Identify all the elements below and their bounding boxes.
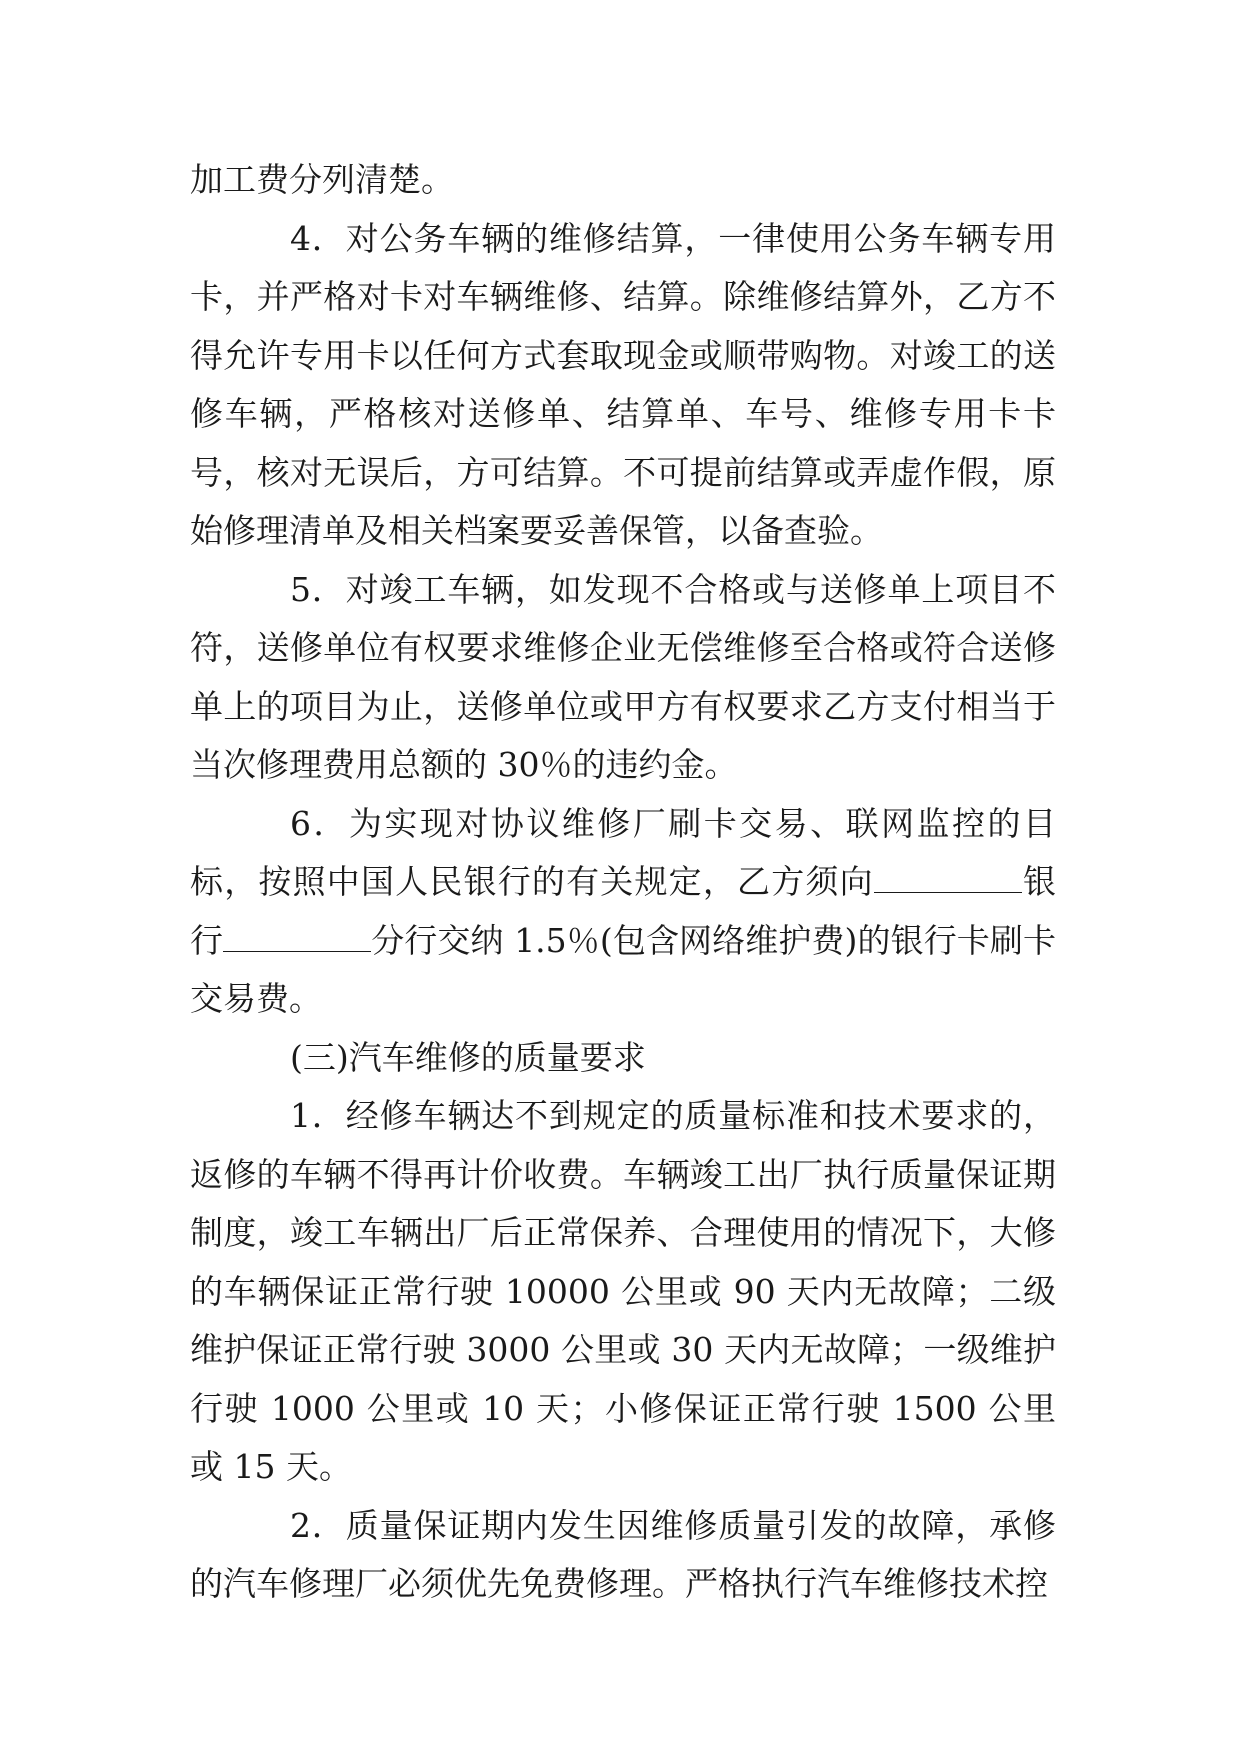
paragraph-item-5: 5．对竣工车辆，如发现不合格或与送修单上项目不符，送修单位有权要求维修企业无偿维修至合格或符合送修单上的项目为止，送修单位或甲方有权要求乙方支付相当于当次修理费用总额的 30％的违约金。 [190, 569, 1056, 784]
paragraph-item-6 [190, 795, 1056, 1029]
paragraph-quality-item-2: 2．质量保证期内发生因维修质量引发的故障，承修的汽车修理厂必须优先免费修理。严格执行汽车维修技术控 [190, 1505, 1056, 1603]
document-page [190, 151, 1056, 1614]
paragraph-item-6-part3: 分行交纳 1.5％(包含网络维护费)的银行卡刷卡交易费。 [190, 920, 1056, 1018]
branch-name-blank [223, 921, 371, 952]
section-heading-quality: (三)汽车维修的质量要求 [290, 1037, 646, 1077]
paragraph-item-6-part1: 6．为实现对协议维修厂刷卡交易、联网监控的目标，按照中国人民银行的有关规定，乙方须向 [190, 803, 1056, 901]
paragraph-continuation: 加工费分列清楚。 [190, 160, 454, 199]
paragraph-quality-item-1: 1．经修车辆达不到规定的质量标准和技术要求的，返修的车辆不得再计价收费。车辆竣工出厂执行质量保证期制度，竣工车辆出厂后正常保养、合理使用的情况下，大修的车辆保证正常行驶 10000 公里或 90 天内无故障；二级维护保证正常行驶 3000 公里或 30 天内无故障；一级维护行驶 1000 公里或 10 天；小修保证正常行驶 1500 公里或 15 天。 [190, 1096, 1056, 1486]
bank-name-blank [874, 862, 1022, 893]
paragraph-item-6-part2: 银行 [190, 862, 1057, 960]
paragraph-item-4: 4．对公务车辆的维修结算，一律使用公务车辆专用卡，并严格对卡对车辆维修、结算。除维修结算外，乙方不得允许专用卡以任何方式套取现金或顺带购物。对竣工的送修车辆，严格核对送修单、结算单、车号、维修专用卡卡号，核对无误后，方可结算。不可提前结算或弄虚作假，原始修理清单及相关档案要妥善保管，以备查验。 [190, 218, 1056, 550]
